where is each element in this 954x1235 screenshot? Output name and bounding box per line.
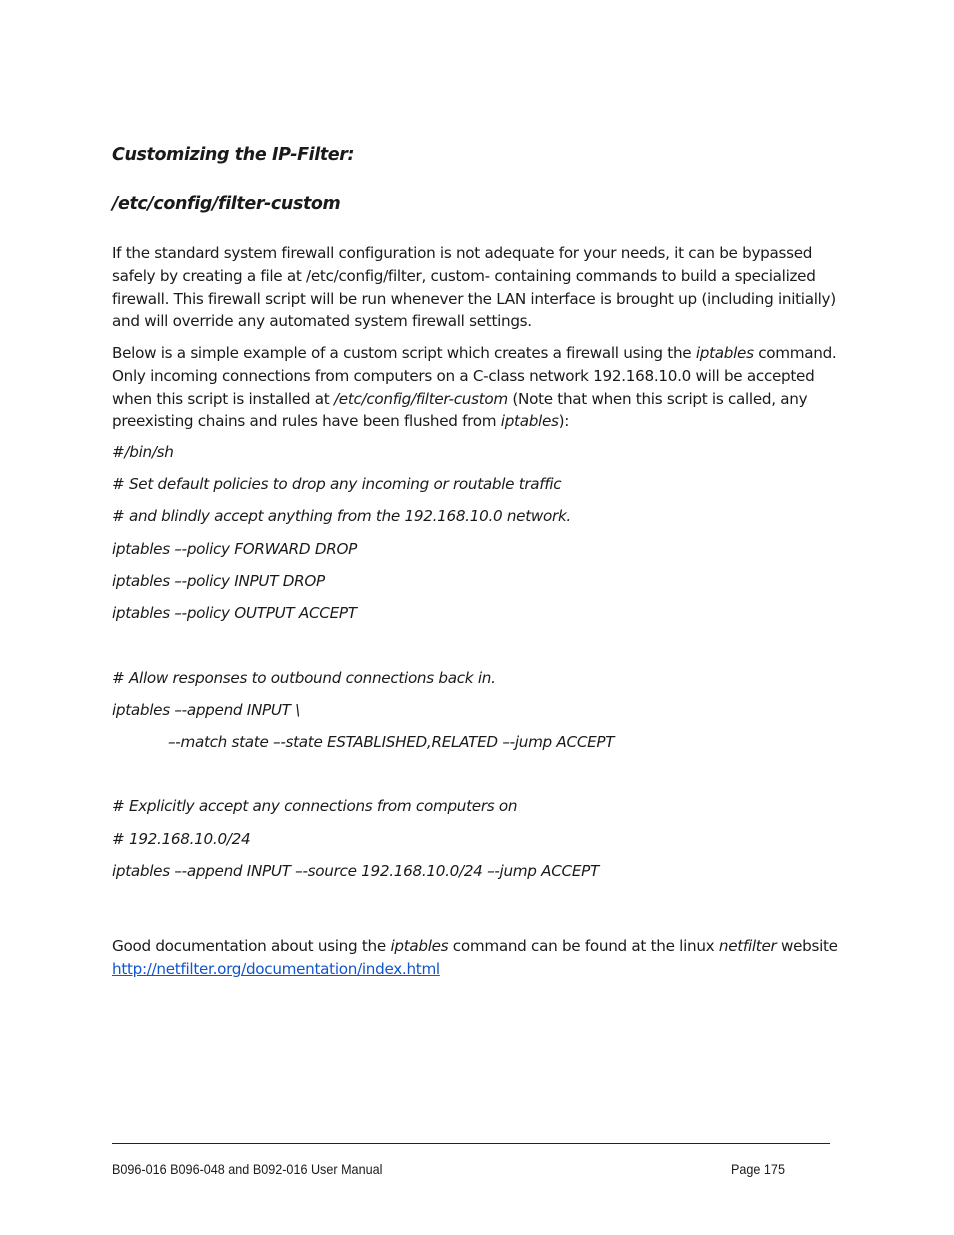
footer-page-number: Page 175 <box>731 1161 785 1177</box>
footer-divider <box>112 1143 830 1144</box>
text-span: (Note that when this script is called, any preexisting chains and rules have been flushed from <box>112 389 808 431</box>
intro-paragraph: If the standard system firewall configuration is not adequate for your needs, it can be bypassed safely by creating a file at /etc/config/filter, custom- containing commands to build a specialized firewall. This firewall script will be run whenever the LAN interface is brought up (including initially) and will override any automated system firewall settings. <box>112 244 836 331</box>
code-line: iptables –-append INPUT \ <box>112 701 301 719</box>
file-path: /etc/config/filter-custom <box>333 389 508 408</box>
file-path-heading: /etc/config/filter-custom <box>112 194 341 214</box>
code-line: iptables –-append INPUT –-source 192.168.10.0/24 –-jump ACCEPT <box>112 862 599 880</box>
text-span: command. Only incoming connections from computers on a C-class network 192.168.10.0 will be accepted when this script is installed at <box>112 344 837 408</box>
footer-manual-title: B096-016 B096-048 and B092-016 User Manual <box>112 1161 383 1177</box>
code-line: #/bin/sh <box>112 443 174 461</box>
command-name: iptables <box>390 937 449 955</box>
text-span: command can be found at the linux <box>448 937 719 955</box>
code-line: # Set default policies to drop any incoming or routable traffic <box>112 475 562 493</box>
documentation-paragraph <box>112 935 842 981</box>
text-span: Good documentation about using the <box>112 937 391 955</box>
code-line: # Allow responses to outbound connections back in. <box>112 669 496 687</box>
netfilter-name: netfilter <box>718 937 777 955</box>
command-name: iptables <box>695 344 754 362</box>
text-span: ): <box>558 412 570 431</box>
code-line: # Explicitly accept any connections from computers on <box>112 797 518 815</box>
example-paragraph <box>112 342 842 433</box>
code-line: # and blindly accept anything from the 192.168.10.0 network. <box>112 507 571 525</box>
netfilter-documentation-link[interactable]: http://netfilter.org/documentation/index.html <box>112 959 440 978</box>
text-span: Below is a simple example of a custom script which creates a firewall using the <box>112 344 696 362</box>
text-span: website <box>776 937 838 955</box>
code-line: iptables –-policy INPUT DROP <box>112 572 325 590</box>
code-line: iptables –-policy OUTPUT ACCEPT <box>112 604 357 622</box>
code-line: –-match state –-state ESTABLISHED,RELATED –-jump ACCEPT <box>168 733 615 751</box>
section-heading: Customizing the IP-Filter: <box>112 145 355 165</box>
code-line: # 192.168.10.0/24 <box>112 830 251 848</box>
code-line: iptables –-policy FORWARD DROP <box>112 540 358 558</box>
command-name: iptables <box>500 412 559 431</box>
